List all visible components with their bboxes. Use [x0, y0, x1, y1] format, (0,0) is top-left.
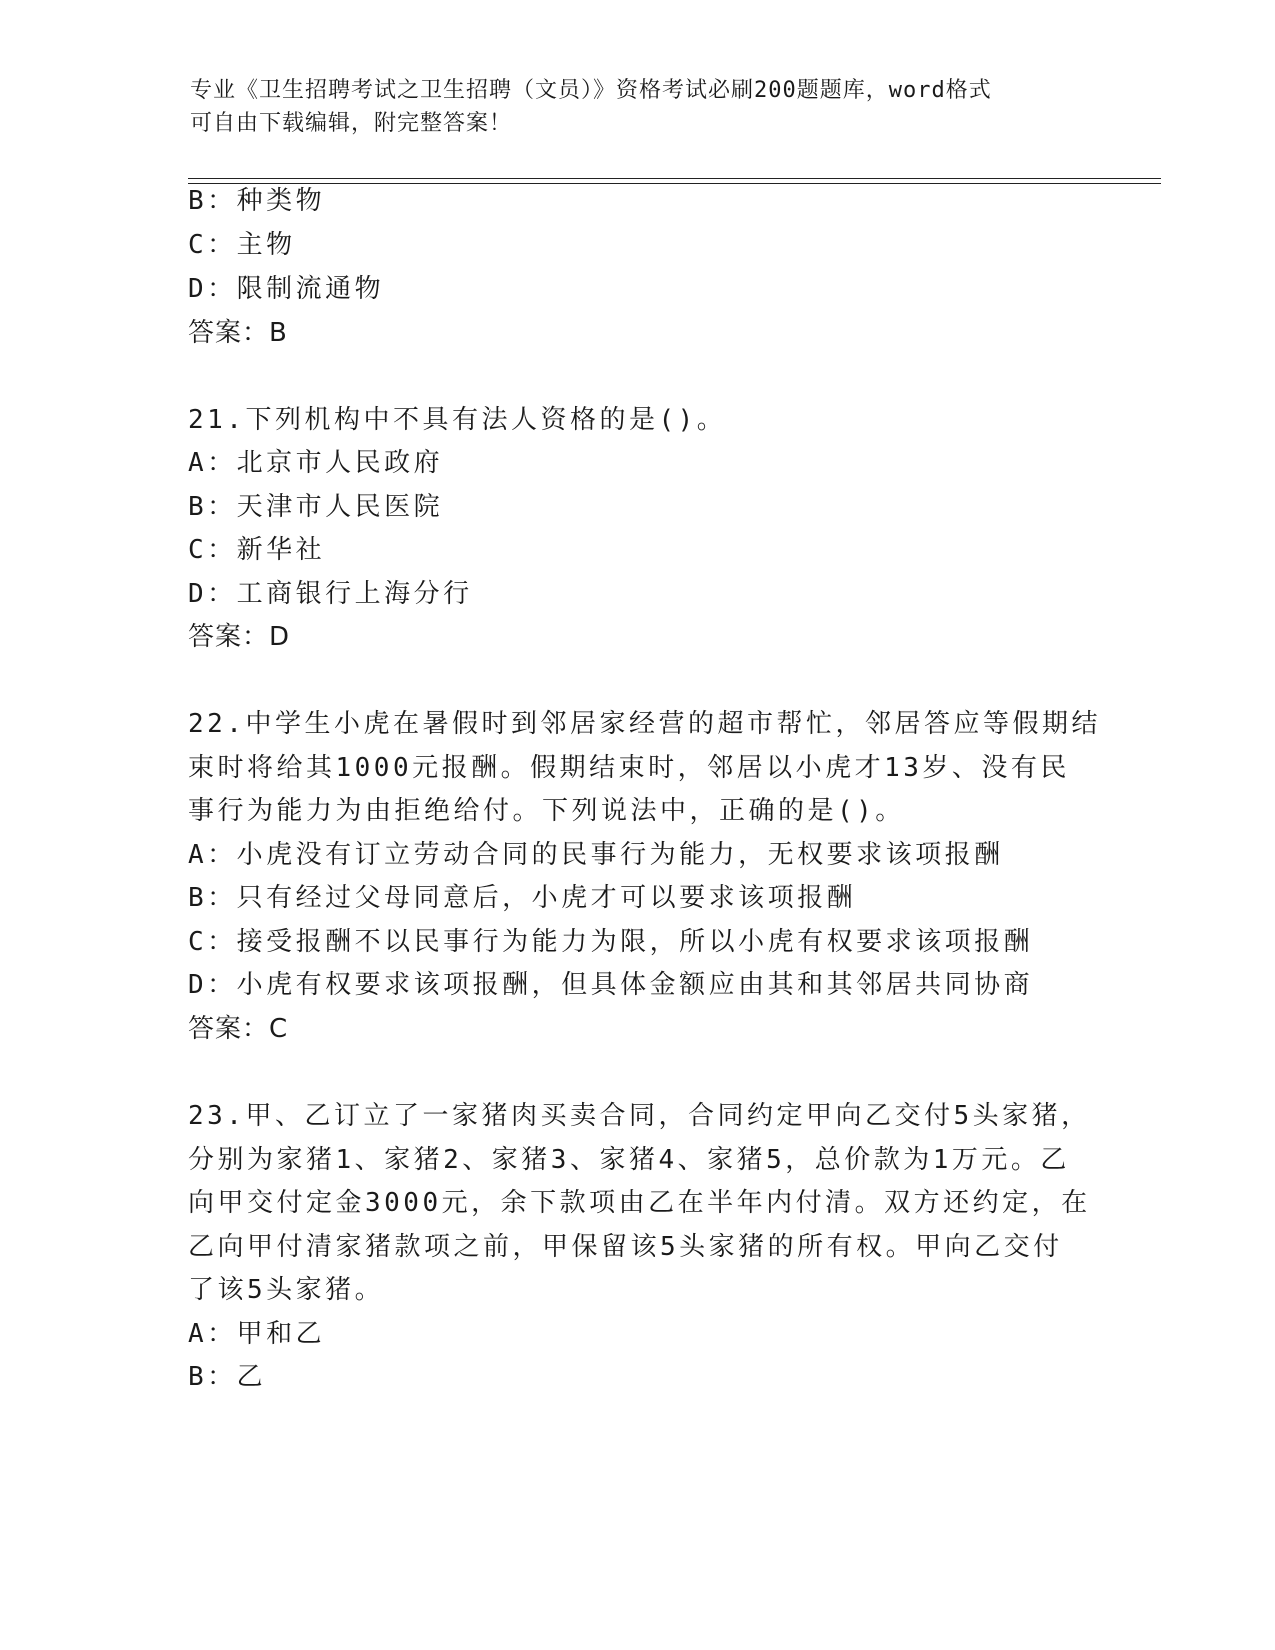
- question-21-stem: 21.下列机构中不具有法人资格的是()。: [188, 405, 727, 435]
- answer: 答案：C: [188, 1014, 289, 1044]
- answer: 答案：D: [188, 622, 291, 652]
- option-d: D：工商银行上海分行: [188, 579, 473, 609]
- question-23-stem-line: 了该5头家猪。: [188, 1275, 385, 1305]
- option-a: A：甲和乙: [188, 1319, 326, 1349]
- question-23-stem-line: 向甲交付定金3000元，余下款项由乙在半年内付清。双方还约定，在: [188, 1188, 1091, 1218]
- option-b: B：种类物: [188, 186, 326, 216]
- option-c: C：主物: [188, 230, 296, 260]
- question-22-stem-line: 事行为能力为由拒绝给付。下列说法中，正确的是()。: [188, 796, 905, 826]
- option-b: B：天津市人民医院: [188, 492, 444, 522]
- header-line-2: 可自由下载编辑，附完整答案！: [190, 111, 513, 136]
- option-a: A：北京市人民政府: [188, 448, 444, 478]
- question-23-stem-line: 分别为家猪1、家猪2、家猪3、家猪4、家猪5，总价款为1万元。乙: [188, 1145, 1070, 1175]
- option-c: C：新华社: [188, 535, 326, 565]
- question-22-stem-line: 22.中学生小虎在暑假时到邻居家经营的超市帮忙，邻居答应等假期结: [188, 709, 1101, 739]
- option-a: A：小虎没有订立劳动合同的民事行为能力，无权要求该项报酬: [188, 840, 1004, 870]
- header-rule-bottom: [188, 183, 1161, 184]
- answer: 答案：B: [188, 318, 288, 348]
- header-rule-top: [188, 178, 1161, 179]
- question-23-stem-line: 23.甲、乙订立了一家猪肉买卖合同，合同约定甲向乙交付5头家猪，: [188, 1101, 1091, 1131]
- option-d: D：小虎有权要求该项报酬，但具体金额应由其和其邻居共同协商: [188, 970, 1034, 1000]
- option-b: B：只有经过父母同意后，小虎才可以要求该项报酬: [188, 883, 857, 913]
- header-line-1: 专业《卫生招聘考试之卫生招聘（文员）》资格考试必刷200题题库，word格式: [190, 78, 992, 103]
- option-d: D：限制流通物: [188, 274, 385, 304]
- document-header: [190, 74, 1090, 140]
- question-22-stem-line: 束时将给其1000元报酬。假期结束时，邻居以小虎才13岁、没有民: [188, 753, 1070, 783]
- option-c: C：接受报酬不以民事行为能力为限，所以小虎有权要求该项报酬: [188, 927, 1034, 957]
- option-b: B：乙: [188, 1362, 267, 1392]
- question-23-stem-line: 乙向甲付清家猪款项之前，甲保留该5头家猪的所有权。甲向乙交付: [188, 1232, 1063, 1262]
